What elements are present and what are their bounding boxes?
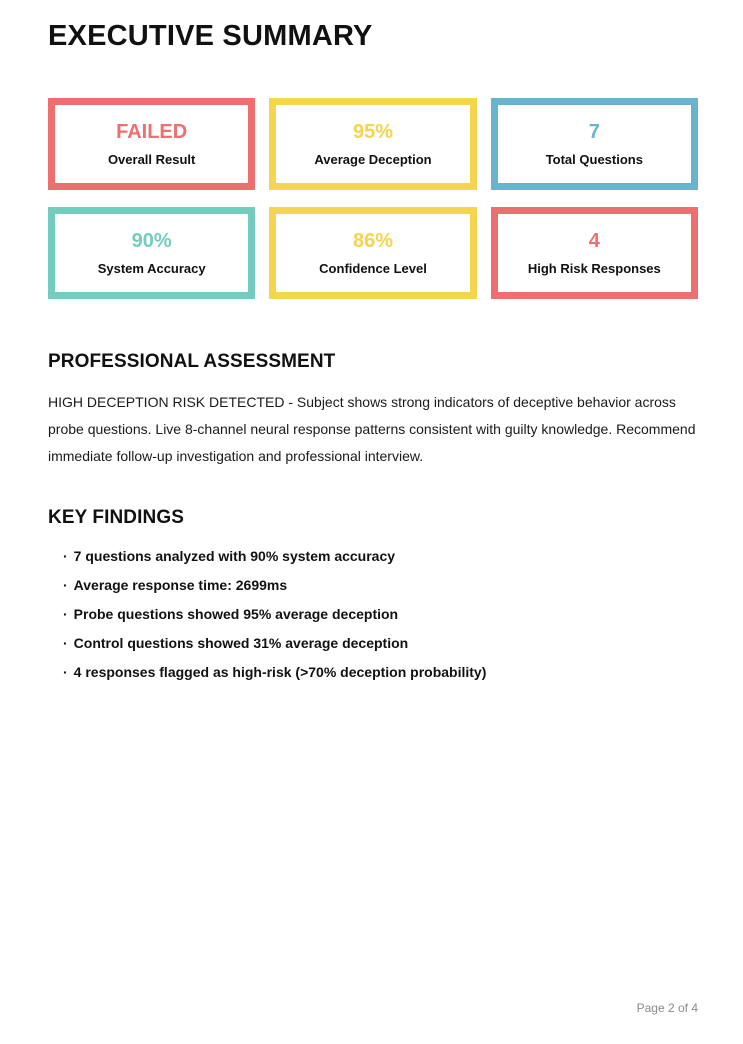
stat-value: 7	[588, 121, 600, 143]
finding-text: 4 responses flagged as high-risk (>70% deception probability)	[73, 664, 487, 680]
bullet-icon: ·	[63, 548, 68, 564]
stat-cards-grid	[48, 98, 698, 299]
stat-label: Total Questions	[545, 152, 643, 167]
finding-text: Probe questions showed 95% average deception	[73, 606, 399, 622]
stat-label: High Risk Responses	[527, 261, 661, 276]
findings-list	[48, 549, 698, 679]
finding-item	[63, 578, 698, 592]
bullet-icon: ·	[63, 577, 68, 593]
finding-text: Control questions showed 31% average deception	[73, 635, 409, 651]
stat-card	[48, 98, 255, 190]
finding-item	[63, 665, 698, 679]
assessment-body: HIGH DECEPTION RISK DETECTED - Subject shows strong indicators of deceptive behavior across probe questions. Live 8-channel neural response patterns consistent with guilty knowledge. Recommend immediate follow-up investigation and professional interview.	[48, 394, 696, 464]
stat-value: 90%	[131, 230, 172, 252]
stat-label: System Accuracy	[97, 261, 206, 276]
bullet-icon: ·	[63, 606, 68, 622]
key-findings-section	[48, 507, 698, 679]
finding-text: Average response time: 2699ms	[73, 577, 288, 593]
stat-label: Confidence Level	[319, 261, 427, 276]
stat-card	[269, 98, 476, 190]
page-title: EXECUTIVE SUMMARY	[48, 20, 373, 52]
stat-value: 95%	[352, 121, 393, 143]
assessment-heading: PROFESSIONAL ASSESSMENT	[48, 351, 336, 372]
stat-card	[491, 207, 698, 299]
professional-assessment-section	[48, 351, 698, 470]
findings-heading: KEY FINDINGS	[48, 507, 184, 528]
stat-label: Overall Result	[107, 152, 196, 167]
page-number: Page 2 of 4	[636, 1001, 698, 1015]
stat-value: 86%	[352, 230, 393, 252]
finding-text: 7 questions analyzed with 90% system accuracy	[73, 548, 396, 564]
stat-value: FAILED	[116, 121, 188, 143]
stat-card	[269, 207, 476, 299]
stat-label: Average Deception	[314, 152, 432, 167]
stat-card	[491, 98, 698, 190]
bullet-icon: ·	[63, 635, 68, 651]
stat-value: 4	[588, 230, 600, 252]
finding-item	[63, 636, 698, 650]
stat-card	[48, 207, 255, 299]
finding-item	[63, 607, 698, 621]
finding-item	[63, 549, 698, 563]
bullet-icon: ·	[63, 664, 68, 680]
